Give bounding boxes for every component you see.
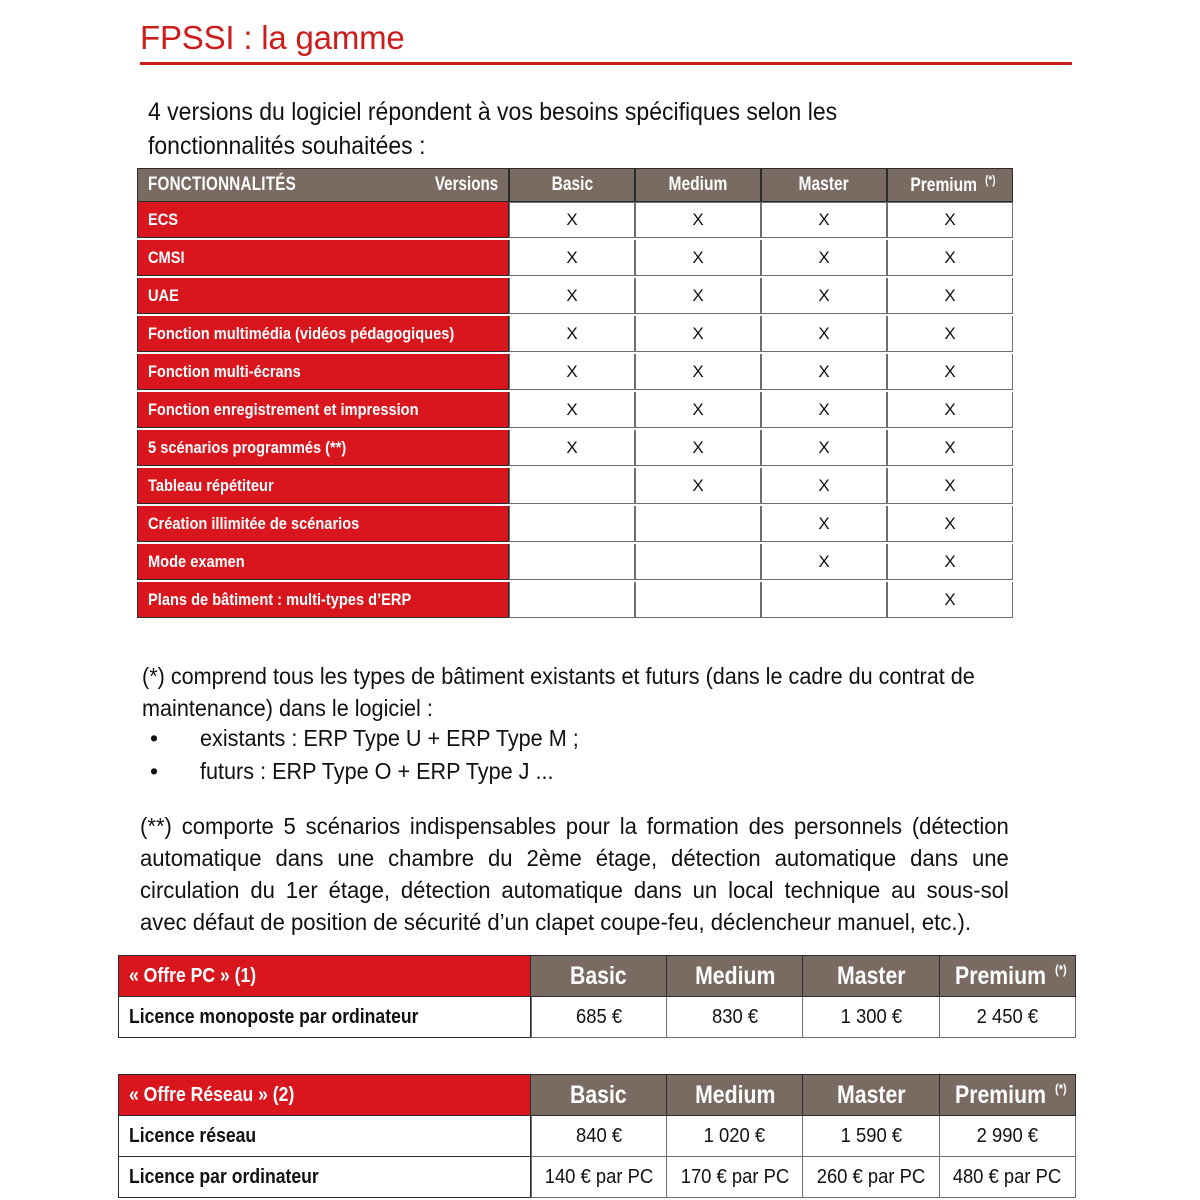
price-pc-premium-superscript: (*) [1055,962,1067,978]
check-mark-x: X [692,399,704,419]
column-header-premium [887,168,1013,202]
price-pc-value-premium [940,997,1076,1038]
feature-cell-medium [635,316,761,352]
check-mark-x: X [944,437,956,457]
column-header-medium [635,168,761,202]
feature-cell-master [761,430,887,466]
feature-cell-medium [635,392,761,428]
feature-cell-premium [887,582,1013,618]
price-pc-value-master [803,997,939,1038]
price-network-row1-premium-text: 480 € par PC [953,1165,1062,1188]
price-pc-col-medium [667,955,803,997]
feature-cell-premium [887,430,1013,466]
price-network-row1-label-text: Licence par ordinateur [129,1165,319,1188]
price-network-row0-master [803,1116,939,1157]
feature-cell-basic [509,544,635,580]
list-item-label: existants : ERP Type U + ERP Type M ; [200,725,579,751]
list-item-label: futurs : ERP Type O + ERP Type J ... [200,758,554,784]
check-mark-x: X [818,475,830,495]
price-network-row1-medium [667,1157,803,1198]
feature-cell-medium [635,240,761,276]
table-row [137,392,1013,428]
check-mark-x: X [566,437,578,457]
price-network-row0-premium-text: 2 990 € [976,1124,1039,1147]
check-mark-x: X [944,589,956,609]
feature-name-label: 5 scénarios programmés (**) [148,437,347,457]
feature-cell-premium [887,354,1013,390]
column-header-master [761,168,887,202]
feature-cell-premium [887,506,1013,542]
feature-cell-basic [509,354,635,390]
feature-cell-medium [635,582,761,618]
feature-name-cell [137,392,509,428]
feature-name-cell [137,240,509,276]
feature-cell-basic [509,430,635,466]
feature-name-label: UAE [148,285,179,305]
price-pc-col-master [803,955,939,997]
table-row [137,582,1013,618]
price-network-col-basic [531,1074,667,1116]
intro-paragraph: 4 versions du logiciel répondent à vos besoins spécifiques selon les fonctionnalités souhaitées : [148,98,838,160]
price-network-row1-basic [531,1157,667,1198]
price-network-row0-basic [531,1116,667,1157]
check-mark-x: X [818,399,830,419]
table-row [137,544,1013,580]
feature-cell-basic [509,240,635,276]
feature-cell-master [761,392,887,428]
table-row [137,430,1013,466]
check-mark-x: X [566,247,578,267]
price-network-premium-superscript: (*) [1055,1081,1067,1097]
check-mark-x: X [692,323,704,343]
price-network-col-premium-label: Premium [955,1080,1046,1109]
footnote-bullet-list [142,722,902,788]
price-network-col-basic-label: Basic [570,1080,627,1109]
price-network-col-master-label: Master [836,1080,906,1109]
feature-header-left-label: FONCTIONNALITÉS [148,174,296,195]
check-mark-x: X [818,210,830,229]
check-mark-x: X [692,361,704,381]
check-mark-x: X [692,247,704,267]
feature-name-cell [137,202,509,238]
price-network-row1-premium [940,1157,1076,1198]
price-pc-col-master-label: Master [836,961,906,990]
page-title: FPSSI : la gamme [140,19,405,56]
feature-cell-premium [887,240,1013,276]
price-network-title-label: « Offre Réseau » (2) [129,1083,295,1106]
price-network-title [118,1074,531,1116]
price-pc-value-premium-text: 2 450 € [976,1005,1039,1028]
feature-cell-premium [887,544,1013,580]
check-mark-x: X [944,399,956,419]
check-mark-x: X [944,210,956,229]
check-mark-x: X [944,323,956,343]
price-pc-row-label-text: Licence monoposte par ordinateur [129,1005,419,1028]
column-header-master-label: Master [798,174,850,195]
price-network-header-row [118,1074,1076,1116]
price-pc-value-basic-text: 685 € [575,1005,623,1028]
feature-name-label: Mode examen [148,551,245,571]
price-network-col-premium [940,1074,1076,1116]
feature-cell-medium [635,468,761,504]
feature-name-cell [137,278,509,314]
check-mark-x: X [818,437,830,457]
feature-cell-master [761,202,887,238]
check-mark-x: X [818,513,830,533]
feature-comparison-table [137,168,1013,618]
price-network-col-medium [667,1074,803,1116]
price-pc-col-premium [940,955,1076,997]
table-row [118,1116,1076,1157]
price-network-col-medium-label: Medium [694,1080,775,1109]
price-network-row1-medium-text: 170 € par PC [680,1165,789,1188]
feature-cell-medium [635,278,761,314]
feature-cell-premium [887,392,1013,428]
price-network-row0-medium-text: 1 020 € [704,1124,766,1147]
check-mark-x: X [566,399,578,419]
check-mark-x: X [566,323,578,343]
check-mark-x: X [818,361,830,381]
table-row [137,202,1013,238]
check-mark-x: X [944,285,956,305]
price-network-row0-label [118,1116,531,1157]
price-network-row1-master [803,1157,939,1198]
feature-cell-basic [509,506,635,542]
column-header-medium-label: Medium [668,174,728,195]
feature-name-label: Création illimitée de scénarios [148,513,360,533]
price-pc-value-basic [531,997,667,1038]
column-header-basic [509,168,635,202]
check-mark-x: X [818,551,830,571]
feature-table-head [137,168,1013,202]
feature-header-cell [137,168,509,202]
price-network-row0-label-text: Licence réseau [129,1124,257,1147]
feature-cell-medium [635,506,761,542]
check-mark-x: X [944,475,956,495]
feature-cell-master [761,278,887,314]
feature-name-label: Fonction multi-écrans [148,361,301,381]
footnote-star: (*) comprend tous les types de bâtiment existants et futurs (dans le cadre du contrat de maintenance) dans le logiciel : [142,663,975,721]
column-header-premium-label: Premium [910,175,977,197]
price-table-network [118,1074,1076,1198]
price-pc-value-master-text: 1 300 € [840,1005,902,1028]
feature-name-label: Tableau répétiteur [148,475,274,495]
feature-cell-premium [887,278,1013,314]
feature-name-cell [137,430,509,466]
price-pc-value-medium [667,997,803,1038]
feature-cell-master [761,316,887,352]
feature-cell-master [761,544,887,580]
feature-name-cell [137,544,509,580]
feature-cell-basic [509,468,635,504]
feature-cell-basic [509,582,635,618]
check-mark-x: X [692,285,704,305]
price-network-row1-basic-text: 140 € par PC [544,1165,654,1188]
table-row [137,240,1013,276]
feature-name-cell [137,316,509,352]
price-pc-title-label: « Offre PC » (1) [129,964,257,987]
feature-name-cell [137,582,509,618]
feature-cell-master [761,354,887,390]
column-header-basic-label: Basic [551,174,593,195]
price-network-row0-medium [667,1116,803,1157]
price-pc-col-premium-label: Premium [955,961,1046,990]
price-pc-col-basic-label: Basic [570,961,627,990]
table-row [118,1157,1076,1198]
feature-table-body [137,202,1013,618]
title-block [140,18,1072,65]
feature-cell-basic [509,202,635,238]
table-row [137,354,1013,390]
bullet-dot-icon: • [150,725,159,751]
table-row [137,468,1013,504]
check-mark-x: X [818,323,830,343]
feature-header-right-label: Versions [434,174,498,195]
table-row [137,506,1013,542]
check-mark-x: X [944,247,956,267]
price-network-row0-basic-text: 840 € [575,1124,623,1147]
table-row [137,316,1013,352]
feature-cell-master [761,506,887,542]
feature-cell-master [761,468,887,504]
feature-name-cell [137,468,509,504]
check-mark-x: X [944,513,956,533]
check-mark-x: X [692,475,704,495]
feature-name-label: Plans de bâtiment : multi-types d’ERP [148,589,412,609]
feature-cell-premium [887,316,1013,352]
feature-name-cell [137,354,509,390]
feature-cell-medium [635,202,761,238]
feature-cell-premium [887,468,1013,504]
price-network-row1-master-text: 260 € par PC [816,1165,926,1188]
feature-cell-master [761,582,887,618]
feature-cell-medium [635,354,761,390]
price-network-row1-label [118,1157,531,1198]
premium-superscript: (*) [985,172,996,187]
check-mark-x: X [566,361,578,381]
price-pc-value-medium-text: 830 € [711,1005,758,1028]
feature-cell-medium [635,544,761,580]
price-pc-title [118,955,531,997]
feature-cell-medium [635,430,761,466]
price-pc-header-row [118,955,1076,997]
check-mark-x: X [944,551,956,571]
footnote-double-star: (**) comporte 5 scénarios indispensables pour la formation des personnels (détection automatique dans une chambre du 2ème étage, détection automatique dans une circulation du 1er étage, détection automatique dans un local technique au sous-sol avec défaut de position de sécurité d’un clapet coupe-feu, déclencheur manuel, etc.). [140,813,1009,935]
check-mark-x: X [566,285,578,305]
price-table-pc [118,955,1076,1038]
check-mark-x: X [692,437,704,457]
title-underline [140,62,1072,65]
feature-name-label: CMSI [148,247,185,267]
table-row [118,997,1076,1038]
check-mark-x: X [692,210,704,229]
price-pc-col-medium-label: Medium [694,961,775,990]
price-pc-col-basic [531,955,667,997]
list-item [142,755,902,788]
feature-cell-basic [509,278,635,314]
feature-name-label: Fonction multimédia (vidéos pédagogiques) [148,323,455,343]
feature-name-label: Fonction enregistrement et impression [148,399,419,419]
feature-name-label: ECS [148,209,179,229]
bullet-dot-icon: • [150,758,159,784]
feature-name-cell [137,506,509,542]
check-mark-x: X [818,285,830,305]
feature-cell-basic [509,392,635,428]
price-network-row0-master-text: 1 590 € [840,1124,902,1147]
feature-cell-basic [509,316,635,352]
price-network-col-master [803,1074,939,1116]
feature-cell-premium [887,202,1013,238]
table-row [137,278,1013,314]
check-mark-x: X [818,247,830,267]
price-network-row0-premium [940,1116,1076,1157]
feature-cell-master [761,240,887,276]
price-pc-row-label [118,997,531,1038]
check-mark-x: X [566,210,578,229]
list-item [142,722,902,755]
check-mark-x: X [944,361,956,381]
feature-table-header-row [137,168,1013,202]
